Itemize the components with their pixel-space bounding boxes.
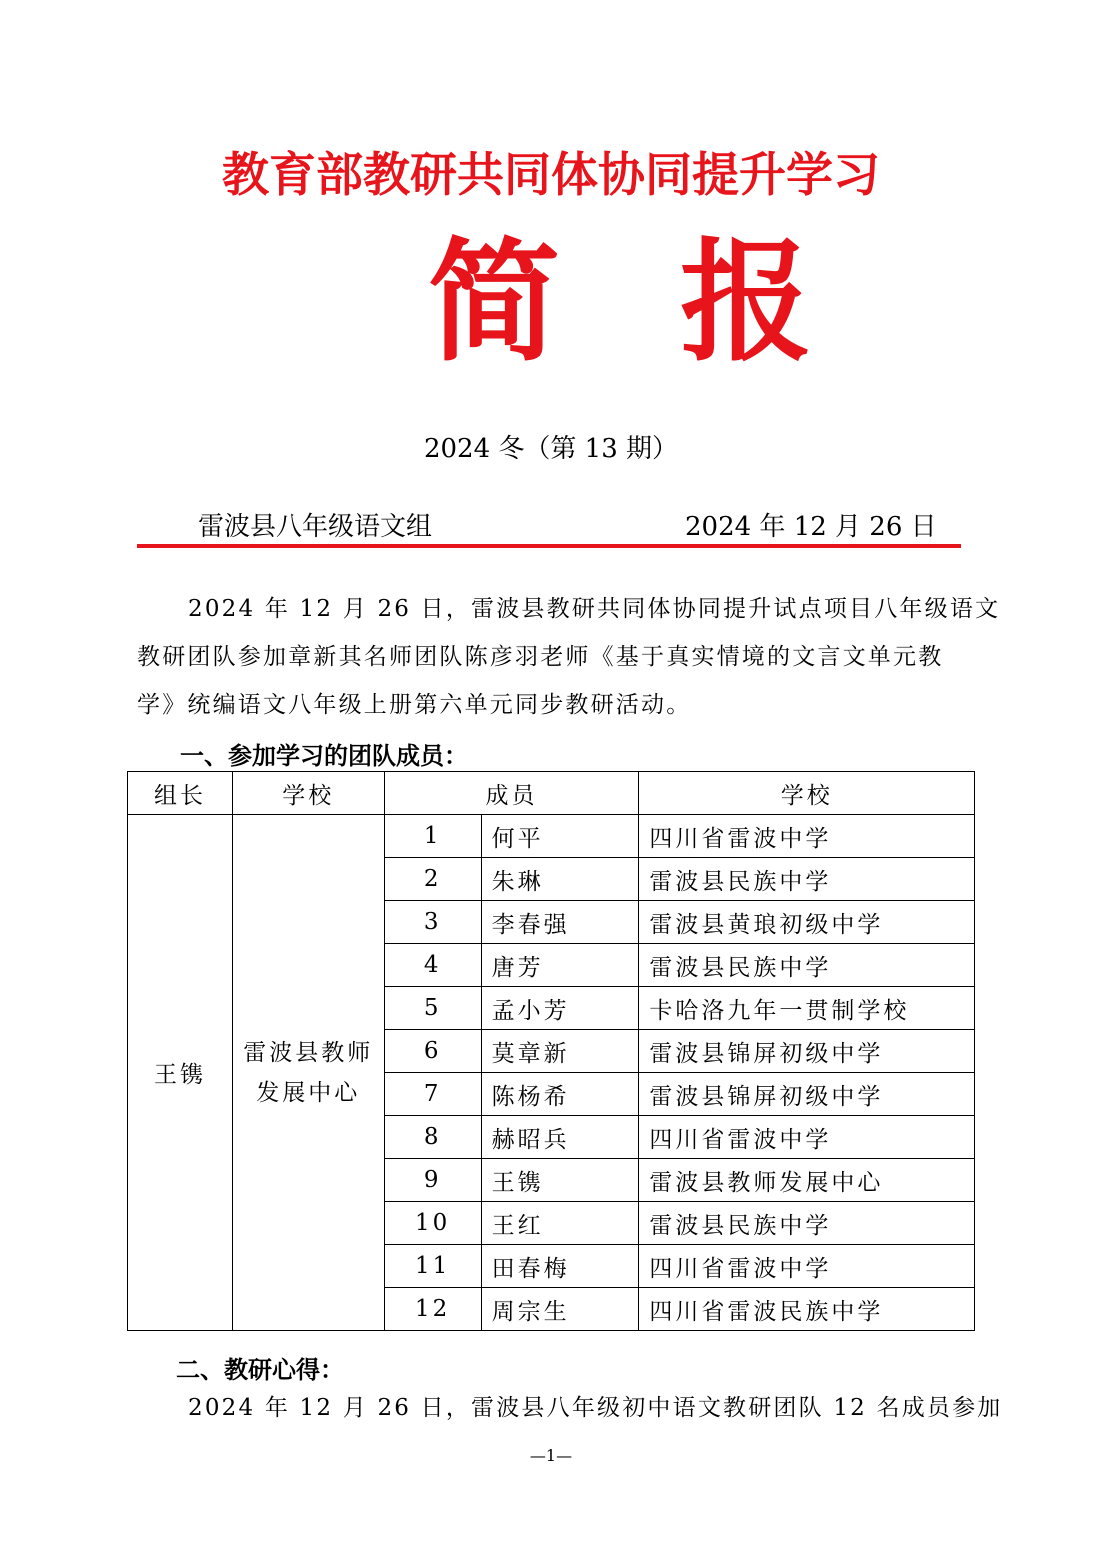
document-title: 教育部教研共同体协同提升学习 bbox=[222, 148, 880, 203]
member-number-cell: 11 bbox=[384, 1245, 481, 1288]
member-name-cell: 赫昭兵 bbox=[481, 1116, 639, 1159]
member-number-cell: 2 bbox=[384, 858, 481, 901]
member-name-cell: 莫章新 bbox=[481, 1030, 639, 1073]
member-number-cell: 7 bbox=[384, 1073, 481, 1116]
intro-line: 教研团队参加章新其名师团队陈彦羽老师《基于真实情境的文言文单元教 bbox=[137, 644, 944, 670]
header-cell-members: 成员 bbox=[384, 772, 639, 815]
member-number-cell: 6 bbox=[384, 1030, 481, 1073]
member-school-cell: 雷波县民族中学 bbox=[639, 858, 975, 901]
intro-paragraph bbox=[137, 585, 1001, 729]
member-name-cell: 孟小芳 bbox=[481, 987, 639, 1030]
member-school-cell: 四川省雷波民族中学 bbox=[639, 1288, 975, 1331]
intro-line: 学》统编语文八年级上册第六单元同步教研活动。 bbox=[137, 692, 692, 718]
member-name-cell: 唐芳 bbox=[481, 944, 639, 987]
member-school-cell: 雷波县民族中学 bbox=[639, 944, 975, 987]
header-cell-leader: 组长 bbox=[128, 772, 233, 815]
member-school-cell: 四川省雷波中学 bbox=[639, 815, 975, 858]
member-name-cell: 李春强 bbox=[481, 901, 639, 944]
member-number-cell: 9 bbox=[384, 1159, 481, 1202]
member-school-cell: 雷波县民族中学 bbox=[639, 1202, 975, 1245]
member-name-cell: 朱琳 bbox=[481, 858, 639, 901]
red-divider bbox=[137, 544, 961, 548]
member-number-cell: 5 bbox=[384, 987, 481, 1030]
table-row bbox=[128, 815, 975, 858]
member-name-cell: 何平 bbox=[481, 815, 639, 858]
reflection-paragraph bbox=[137, 1384, 1003, 1432]
group-name: 雷波县八年级语文组 bbox=[198, 512, 433, 542]
table-header-row bbox=[128, 772, 975, 815]
member-name-cell: 王镌 bbox=[481, 1159, 639, 1202]
intro-line: 2024 年 12 月 26 日，雷波县教研共同体协同提升试点项目八年级语文 bbox=[188, 596, 1001, 622]
leader-school-cell bbox=[232, 815, 384, 1331]
header-cell-school: 学校 bbox=[232, 772, 384, 815]
member-number-cell: 10 bbox=[384, 1202, 481, 1245]
member-school-cell: 雷波县教师发展中心 bbox=[639, 1159, 975, 1202]
members-table bbox=[127, 771, 975, 1331]
member-school-cell: 雷波县锦屏初级中学 bbox=[639, 1030, 975, 1073]
reflection-line: 2024 年 12 月 26 日，雷波县八年级初中语文教研团队 12 名成员参加 bbox=[188, 1395, 1003, 1421]
member-school-cell: 四川省雷波中学 bbox=[639, 1245, 975, 1288]
leader-school-line: 发展中心 bbox=[256, 1079, 361, 1106]
member-school-cell: 四川省雷波中学 bbox=[639, 1116, 975, 1159]
issue-number: 2024 冬（第 13 期） bbox=[423, 434, 679, 464]
briefing-char-left: 简 bbox=[428, 225, 560, 380]
member-name-cell: 周宗生 bbox=[481, 1288, 639, 1331]
member-school-cell: 雷波县锦屏初级中学 bbox=[639, 1073, 975, 1116]
member-number-cell: 12 bbox=[384, 1288, 481, 1331]
section-heading-members: 一、参加学习的团队成员： bbox=[180, 741, 468, 770]
page-number: —1— bbox=[529, 1446, 573, 1465]
member-number-cell: 3 bbox=[384, 901, 481, 944]
issue-date: 2024 年 12 月 26 日 bbox=[685, 512, 937, 542]
leader-school-line: 雷波县教师 bbox=[243, 1039, 374, 1066]
section-heading-reflection: 二、教研心得： bbox=[176, 1355, 344, 1384]
member-name-cell: 陈杨希 bbox=[481, 1073, 639, 1116]
briefing-char-right: 报 bbox=[680, 225, 812, 380]
member-number-cell: 4 bbox=[384, 944, 481, 987]
member-name-cell: 田春梅 bbox=[481, 1245, 639, 1288]
member-number-cell: 1 bbox=[384, 815, 481, 858]
member-school-cell: 雷波县黄琅初级中学 bbox=[639, 901, 975, 944]
member-number-cell: 8 bbox=[384, 1116, 481, 1159]
member-school-cell: 卡哈洛九年一贯制学校 bbox=[639, 987, 975, 1030]
member-name-cell: 王红 bbox=[481, 1202, 639, 1245]
leader-cell: 王镌 bbox=[128, 815, 233, 1331]
header-cell-member-school: 学校 bbox=[639, 772, 975, 815]
